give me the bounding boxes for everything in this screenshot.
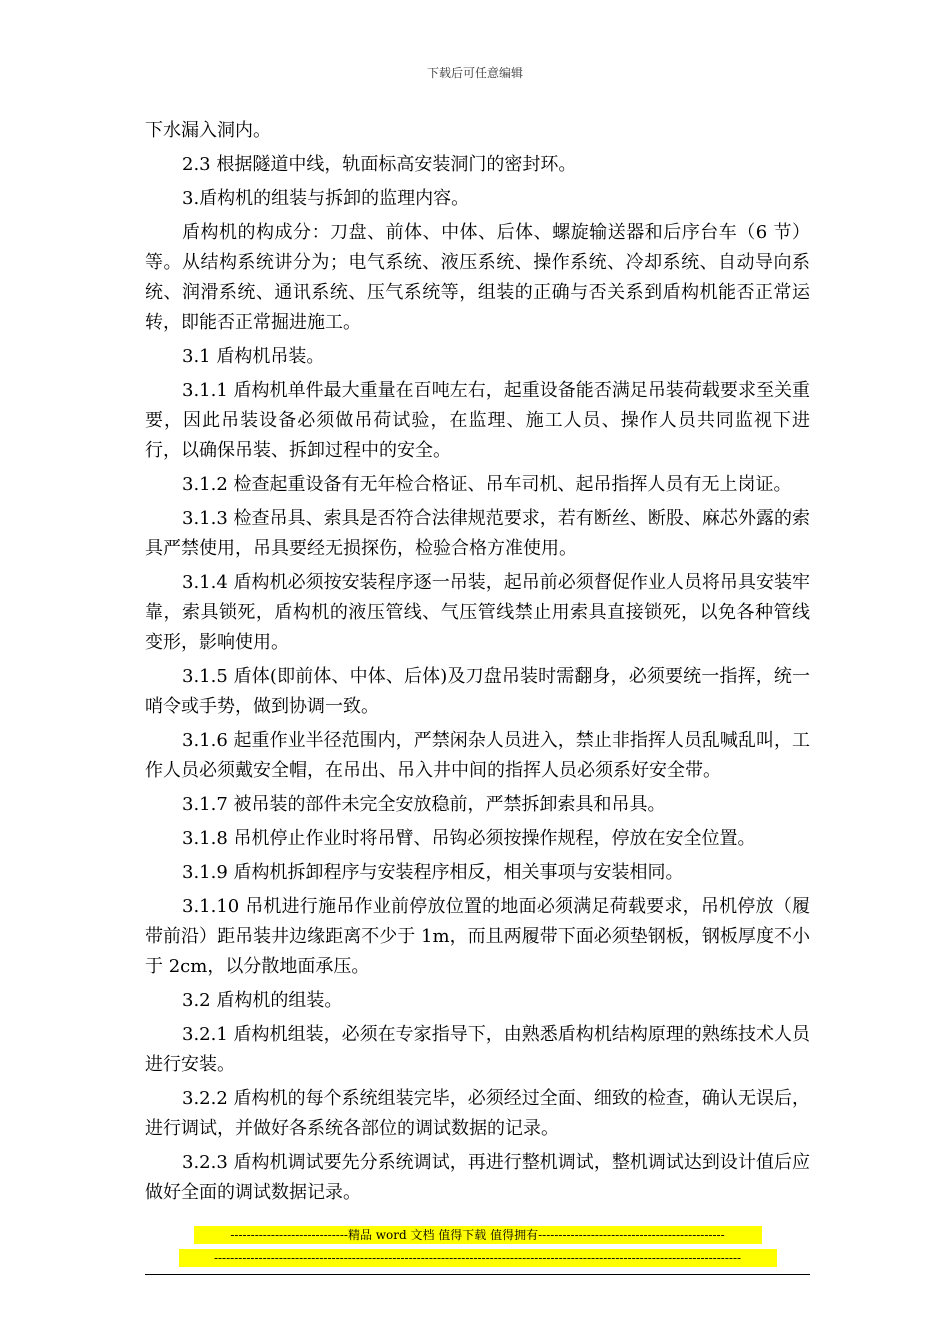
footer-dashes: ---------------------------------------------------------------------------------------------------------------------------------- — [179, 1249, 777, 1267]
section-heading: 3.2 盾构机的组装。 — [182, 990, 343, 1011]
paragraph: 3.2.2 盾构机的每个系统组装完毕，必须经过全面、细致的检查，确认无误后，进行调试，并做好各系统各部位的调试数据的记录。 — [145, 1088, 810, 1139]
footer-banner: -----------------------------精品 word 文档 值得下载 值得拥有---------------------------------------------- — [194, 1226, 762, 1244]
paragraph: 3.1.8 吊机停止作业时将吊臂、吊钩必须按操作规程，停放在安全位置。 — [182, 828, 756, 849]
paragraph: 3.1.7 被吊装的部件未完全安放稳前，严禁拆卸索具和吊具。 — [182, 794, 666, 815]
paragraph: 2.3 根据隧道中线，轨面标高安装洞门的密封环。 — [182, 154, 577, 175]
paragraph: 3.1.3 检查吊具、索具是否符合法律规范要求，若有断丝、断股、麻芯外露的索具严禁使用，吊具要经无损探伤，检验合格方准使用。 — [145, 508, 810, 559]
page-header: 下载后可任意编辑 — [426, 66, 523, 80]
paragraph: 3.1.5 盾体(即前体、中体、后体)及刀盘吊装时需翻身，必须要统一指挥，统一哨令或手势，做到协调一致。 — [145, 666, 810, 717]
section-heading: 3.1 盾构机吊装。 — [182, 346, 325, 367]
paragraph: 3.2.1 盾构机组装，必须在专家指导下，由熟悉盾构机结构原理的熟练技术人员进行安装。 — [145, 1024, 810, 1075]
page-footer — [145, 1226, 810, 1275]
paragraph: 3.1.4 盾构机必须按安装程序逐一吊装，起吊前必须督促作业人员将吊具安装牢靠，索具锁死，盾构机的液压管线、气压管线禁止用索具直接锁死，以免各种管线变形，影响使用。 — [145, 572, 810, 653]
paragraph: 3.2.3 盾构机调试要先分系统调试，再进行整机调试，整机调试达到设计值后应做好全面的调试数据记录。 — [145, 1152, 810, 1203]
paragraph: 3.1.2 检查起重设备有无年检合格证、吊车司机、起吊指挥人员有无上岗证。 — [182, 474, 792, 495]
paragraph: 3.1.1 盾构机单件最大重量在百吨左右，起重设备能否满足吊装荷载要求至关重要，因此吊装设备必须做吊荷试验，在监理、施工人员、操作人员共同监视下进行，以确保吊装、拆卸过程中的安全。 — [145, 380, 810, 461]
paragraph: 3.1.6 起重作业半径范围内，严禁闲杂人员进入，禁止非指挥人员乱喊乱叫，工作人员必须戴安全帽，在吊出、吊入井中间的指挥人员必须系好安全带。 — [145, 730, 810, 781]
section-heading: 3.盾构机的组装与拆卸的监理内容。 — [182, 188, 470, 209]
paragraph: 盾构机的构成分：刀盘、前体、中体、后体、螺旋输送器和后序台车（6 节）等。从结构系统讲分为；电气系统、液压系统、操作系统、冷却系统、自动导向系统、润滑系统、通讯系统、压气系统等，组装的正确与否关系到盾构机能否正常运转，即能否正常掘进施工。 — [145, 222, 810, 333]
paragraph: 下水漏入洞内。 — [145, 120, 271, 141]
paragraph: 3.1.9 盾构机拆卸程序与安装程序相反，相关事项与安装相同。 — [182, 862, 684, 883]
footer-rule — [145, 1274, 810, 1275]
paragraph: 3.1.10 吊机进行施吊作业前停放位置的地面必须满足荷载要求，吊机停放（履带前沿）距吊装井边缘距离不少于 1m，而且两履带下面必须垫钢板，钢板厚度不小于 2cm，以分散地面承压。 — [145, 896, 810, 977]
document-body — [145, 116, 810, 1212]
